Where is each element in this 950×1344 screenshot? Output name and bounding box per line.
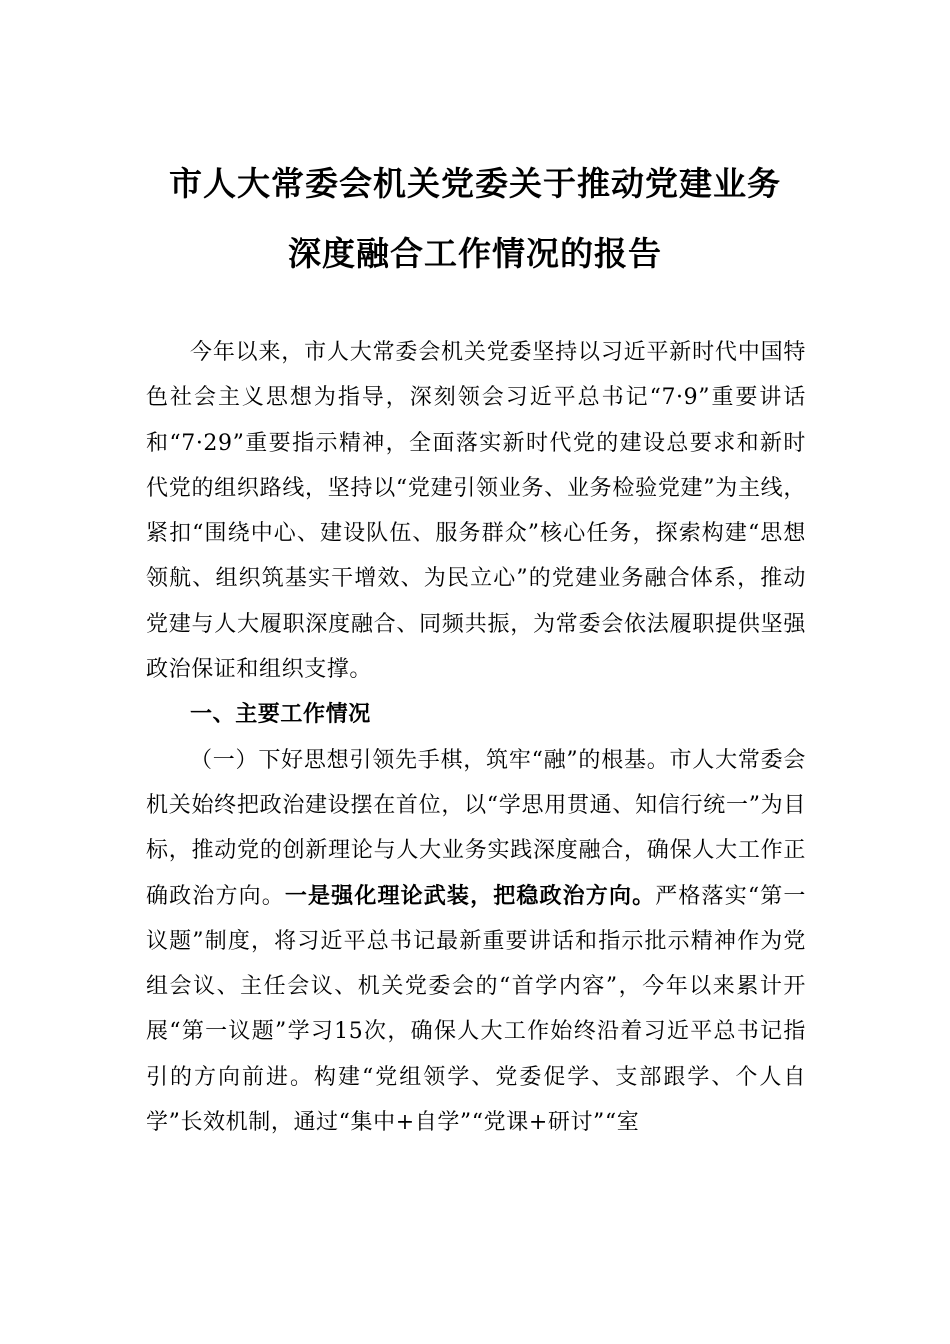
- document-title-line-2: 深度融合工作情况的报告: [288, 234, 662, 273]
- subsection-text-part-2: 严格落实“第一议题”制度，将习近平总书记最新重要讲话和指示批示精神作为党组会议、主任会议、机关党委会的“首学内容”，今年以来累计开展“第一议题”学习15次，确保人大工作始终沿着习近平总书记指引的方向前进。构建“党组领学、党委促学、支部跟学、个人自学”长效机制，通过“集中+自学”“党课+研讨”“室: [146, 883, 806, 1136]
- document-body: [146, 330, 806, 1145]
- subsection-heading: （一）下好思想引领先手棋，筑牢“融”的根基。: [190, 747, 670, 773]
- subsection-text-part-1: 市人大常委会机关始终把政治建设摆在首位，以“学思用贯通、知信行统一”为目标，推动党的创新理论与人大业务实践深度融合，确保人大工作正确政治方向。: [146, 747, 806, 909]
- subsection-paragraph: [146, 738, 806, 1146]
- document-title-line-1: 市人大常委会机关党委关于推动党建业务: [169, 164, 781, 203]
- section-heading: 一、主要工作情况: [190, 702, 371, 728]
- intro-paragraph: 今年以来，市人大常委会机关党委坚持以习近平新时代中国特色社会主义思想为指导，深刻领会习近平总书记“7·9”重要讲话和“7·29”重要指示精神，全面落实新时代党的建设总要求和新时代党的组织路线，坚持以“党建引领业务、业务检验党建”为主线，紧扣“围绕中心、建设队伍、服务群众”核心任务，探索构建“思想领航、组织筑基实干增效、为民立心”的党建业务融合体系，推动党建与人大履职深度融合、同频共振，为常委会依法履职提供坚强政治保证和组织支撑。: [146, 340, 806, 683]
- bold-key-phrase: 一是强化理论武装，把稳政治方向。: [284, 882, 656, 909]
